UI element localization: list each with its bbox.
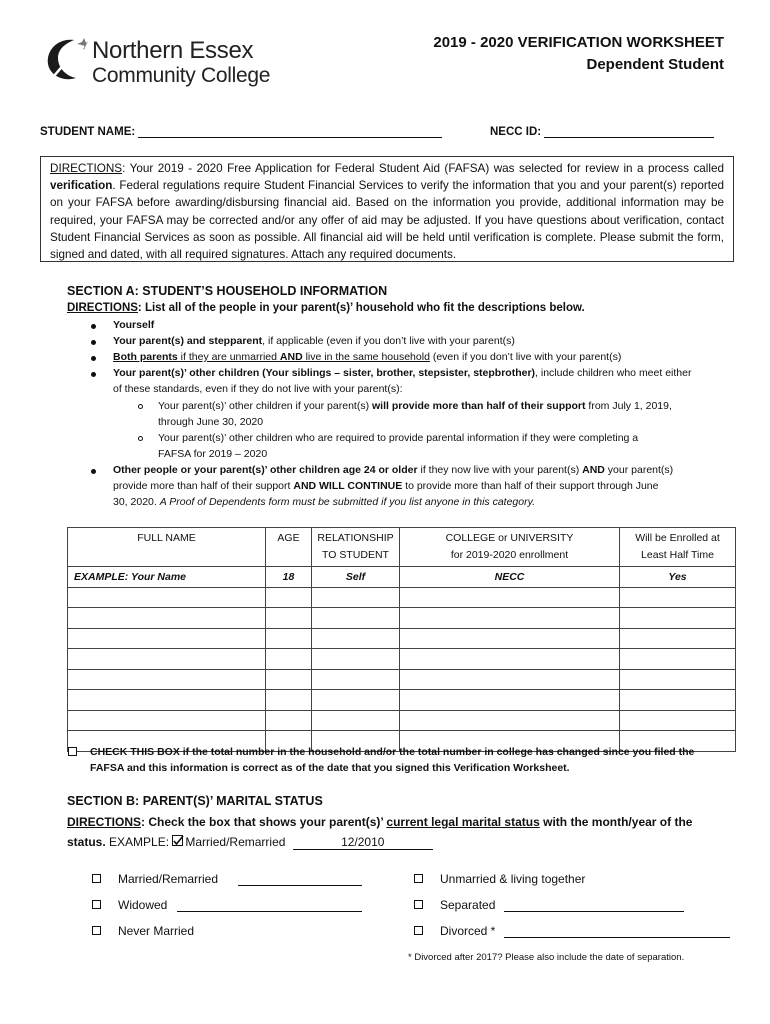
table-cell: NECC	[400, 567, 620, 588]
table-cell-input[interactable]	[266, 649, 312, 670]
widowed-checkbox[interactable]	[92, 900, 101, 909]
bullet-icon	[91, 356, 96, 361]
logo-text-line2: Community College	[92, 64, 271, 87]
necc-id-row	[490, 125, 714, 138]
sub-bullet-icon	[138, 404, 143, 409]
table-cell-input[interactable]	[312, 628, 400, 649]
table-cell-input[interactable]	[620, 587, 736, 608]
table-cell-input[interactable]	[312, 649, 400, 670]
header-full-name: FULL NAME	[68, 528, 266, 567]
table-cell-input[interactable]	[400, 628, 620, 649]
section-a-directions	[67, 302, 585, 314]
table-cell: EXAMPLE: Your Name	[68, 567, 266, 588]
section-a-directions-label: DIRECTIONS	[67, 302, 138, 314]
list-item: Your parent(s) and stepparent, if applicable (even if you don’t live with your parent(s)	[113, 335, 515, 347]
worksheet-title: 2019 - 2020 VERIFICATION WORKSHEET	[433, 34, 724, 51]
sub-list-item-continued: through June 30, 2020	[158, 416, 264, 428]
table-cell-input[interactable]	[620, 690, 736, 711]
section-b-directions: DIRECTIONS: Check the box that shows your parent(s)’ current legal marital status with the month/year of the	[67, 815, 693, 829]
status-label: status.	[67, 835, 106, 849]
table-row-example	[68, 567, 736, 588]
table-cell-input[interactable]	[620, 669, 736, 690]
bullet-icon	[91, 324, 96, 329]
divorced-date-field[interactable]	[504, 937, 730, 938]
bullet-icon	[91, 340, 96, 345]
table-cell-input[interactable]	[266, 690, 312, 711]
list-item: Your parent(s)’ other children (Your siblings – sister, brother, stepsister, stepbrother), include children who meet either	[113, 367, 692, 379]
table-header-row	[68, 528, 736, 567]
table-row	[68, 669, 736, 690]
household-table	[67, 527, 736, 752]
section-b-example	[67, 835, 433, 850]
example-date: 12/2010	[293, 835, 433, 850]
necc-id-label: NECC ID:	[490, 126, 542, 138]
table-row	[68, 649, 736, 670]
section-a-title: SECTION A: STUDENT’S HOUSEHOLD INFORMATION	[67, 284, 388, 298]
table-row	[68, 690, 736, 711]
table-cell-input[interactable]	[400, 669, 620, 690]
table-cell-input[interactable]	[620, 649, 736, 670]
student-name-label: STUDENT NAME:	[40, 126, 136, 138]
header-age: AGE	[266, 528, 312, 567]
bullet-icon	[91, 469, 96, 474]
table-cell-input[interactable]	[620, 628, 736, 649]
table-cell-input[interactable]	[312, 710, 400, 731]
table-cell-input[interactable]	[400, 710, 620, 731]
sub-list-item-continued: FAFSA for 2019 – 2020	[158, 448, 268, 460]
married-remarried-option: Married/Remarried	[118, 872, 219, 886]
example-value: Married/Remarried	[185, 835, 286, 849]
table-cell-input[interactable]	[68, 690, 266, 711]
separated-date-field[interactable]	[504, 911, 684, 912]
household-changed-note: CHECK THIS BOX if the total number in the household and/or the total number in college has changed since you filed the	[90, 746, 695, 758]
table-cell-input[interactable]	[400, 587, 620, 608]
header-relationship: RELATIONSHIP TO STUDENT	[312, 528, 400, 567]
table-row	[68, 587, 736, 608]
household-changed-note-continued: FAFSA and this information is correct as of the date that you signed this Verification Worksheet.	[90, 762, 570, 774]
married-remarried-checkbox[interactable]	[92, 874, 101, 883]
table-cell-input[interactable]	[400, 608, 620, 629]
table-cell-input[interactable]	[266, 710, 312, 731]
widowed-option: Widowed	[118, 898, 168, 912]
table-row	[68, 628, 736, 649]
list-item: Both parents if they are unmarried AND live in the same household (even if you don’t live with your parent(s)	[113, 351, 622, 363]
household-changed-checkbox[interactable]	[68, 747, 77, 756]
directions-box	[40, 156, 734, 262]
widowed-date-field[interactable]	[177, 911, 362, 912]
sub-bullet-icon	[138, 436, 143, 441]
example-label: EXAMPLE:	[105, 835, 173, 849]
table-cell-input[interactable]	[620, 608, 736, 629]
table-cell-input[interactable]	[266, 608, 312, 629]
table-cell-input[interactable]	[312, 669, 400, 690]
list-item: Yourself	[113, 319, 155, 331]
header-college: COLLEGE or UNIVERSITY for 2019-2020 enrollment	[400, 528, 620, 567]
table-cell-input[interactable]	[620, 710, 736, 731]
section-b-title: SECTION B: PARENT(S)’ MARITAL STATUS	[67, 794, 323, 808]
directions-bold-word: verification	[50, 179, 113, 193]
table-cell-input[interactable]	[68, 628, 266, 649]
list-item: Other people or your parent(s)’ other children age 24 or older if they now live with your parent(s) AND your parent(s)	[113, 464, 674, 476]
table-cell-input[interactable]	[312, 587, 400, 608]
married-date-field[interactable]	[238, 885, 362, 886]
never-married-checkbox[interactable]	[92, 926, 101, 935]
student-name-field[interactable]	[138, 125, 442, 138]
logo-text-line1: Northern Essex	[92, 37, 254, 64]
worksheet-subtitle: Dependent Student	[586, 56, 724, 73]
table-row	[68, 608, 736, 629]
sub-list-item: Your parent(s)’ other children if your parent(s) will provide more than half of their support from July 1, 2019,	[158, 400, 672, 412]
table-cell-input[interactable]	[266, 669, 312, 690]
table-cell-input[interactable]	[68, 669, 266, 690]
table-cell-input[interactable]	[312, 690, 400, 711]
student-name-row	[40, 125, 442, 138]
separated-checkbox[interactable]	[414, 900, 423, 909]
table-cell: 18	[266, 567, 312, 588]
list-item-continued: 30, 2020. A Proof of Dependents form must be submitted if you list anyone in this category.	[113, 496, 535, 508]
table-cell-input[interactable]	[312, 608, 400, 629]
table-cell-input[interactable]	[68, 710, 266, 731]
table-cell-input[interactable]	[68, 587, 266, 608]
divorced-option: Divorced *	[440, 924, 496, 938]
table-row	[68, 710, 736, 731]
directions-label: DIRECTIONS	[50, 162, 123, 175]
header-enrolled: Will be Enrolled at Least Half Time	[620, 528, 736, 567]
table-cell: Yes	[620, 567, 736, 588]
table-cell-input[interactable]	[68, 649, 266, 670]
checked-box-icon	[172, 835, 185, 846]
list-item-continued: of these standards, even if they do not live with your parent(s):	[113, 383, 403, 395]
unmarried-living-together-option: Unmarried & living together	[440, 872, 586, 886]
divorce-footnote: * Divorced after 2017? Please also include the date of separation.	[408, 952, 685, 963]
never-married-option: Never Married	[118, 924, 195, 938]
directions-text-2: . Federal regulations require Student Financial Services to verify the information that you and your parent(s) reported on your FAFSA before awarding/disbursing financial aid. Based on the information you provide, additional information may be required, your FAFSA may be corrected and/or any offer of aid may be adjusted. If you have questions about verification, contact Student Financial Services as soon as possible. All financial aid will be held until verification is complete. Please submit the form, signed and dated, with all required signatures. Attach any required documents.	[50, 179, 724, 262]
sub-list-item: Your parent(s)’ other children who are required to provide parental information if they were completing a	[158, 432, 639, 444]
section-a-directions-text: : List all of the people in your parent(s)’ household who fit the descriptions below.	[137, 302, 585, 314]
bullet-icon	[91, 372, 96, 377]
list-item-continued: provide more than half of their support AND WILL CONTINUE to provide more than half of their support through June	[113, 480, 659, 492]
table-cell-input[interactable]	[400, 690, 620, 711]
table-cell-input[interactable]	[266, 628, 312, 649]
table-cell-input[interactable]	[68, 608, 266, 629]
separated-option: Separated	[440, 898, 496, 912]
unmarried-living-together-checkbox[interactable]	[414, 874, 423, 883]
college-logo-icon	[44, 36, 88, 82]
necc-id-field[interactable]	[544, 125, 714, 138]
table-cell-input[interactable]	[400, 649, 620, 670]
table-cell: Self	[312, 567, 400, 588]
directions-text-1: : Your 2019 - 2020 Free Application for Federal Student Aid (FAFSA) was selected for review in a process called	[122, 162, 724, 175]
table-cell-input[interactable]	[266, 587, 312, 608]
divorced-checkbox[interactable]	[414, 926, 423, 935]
